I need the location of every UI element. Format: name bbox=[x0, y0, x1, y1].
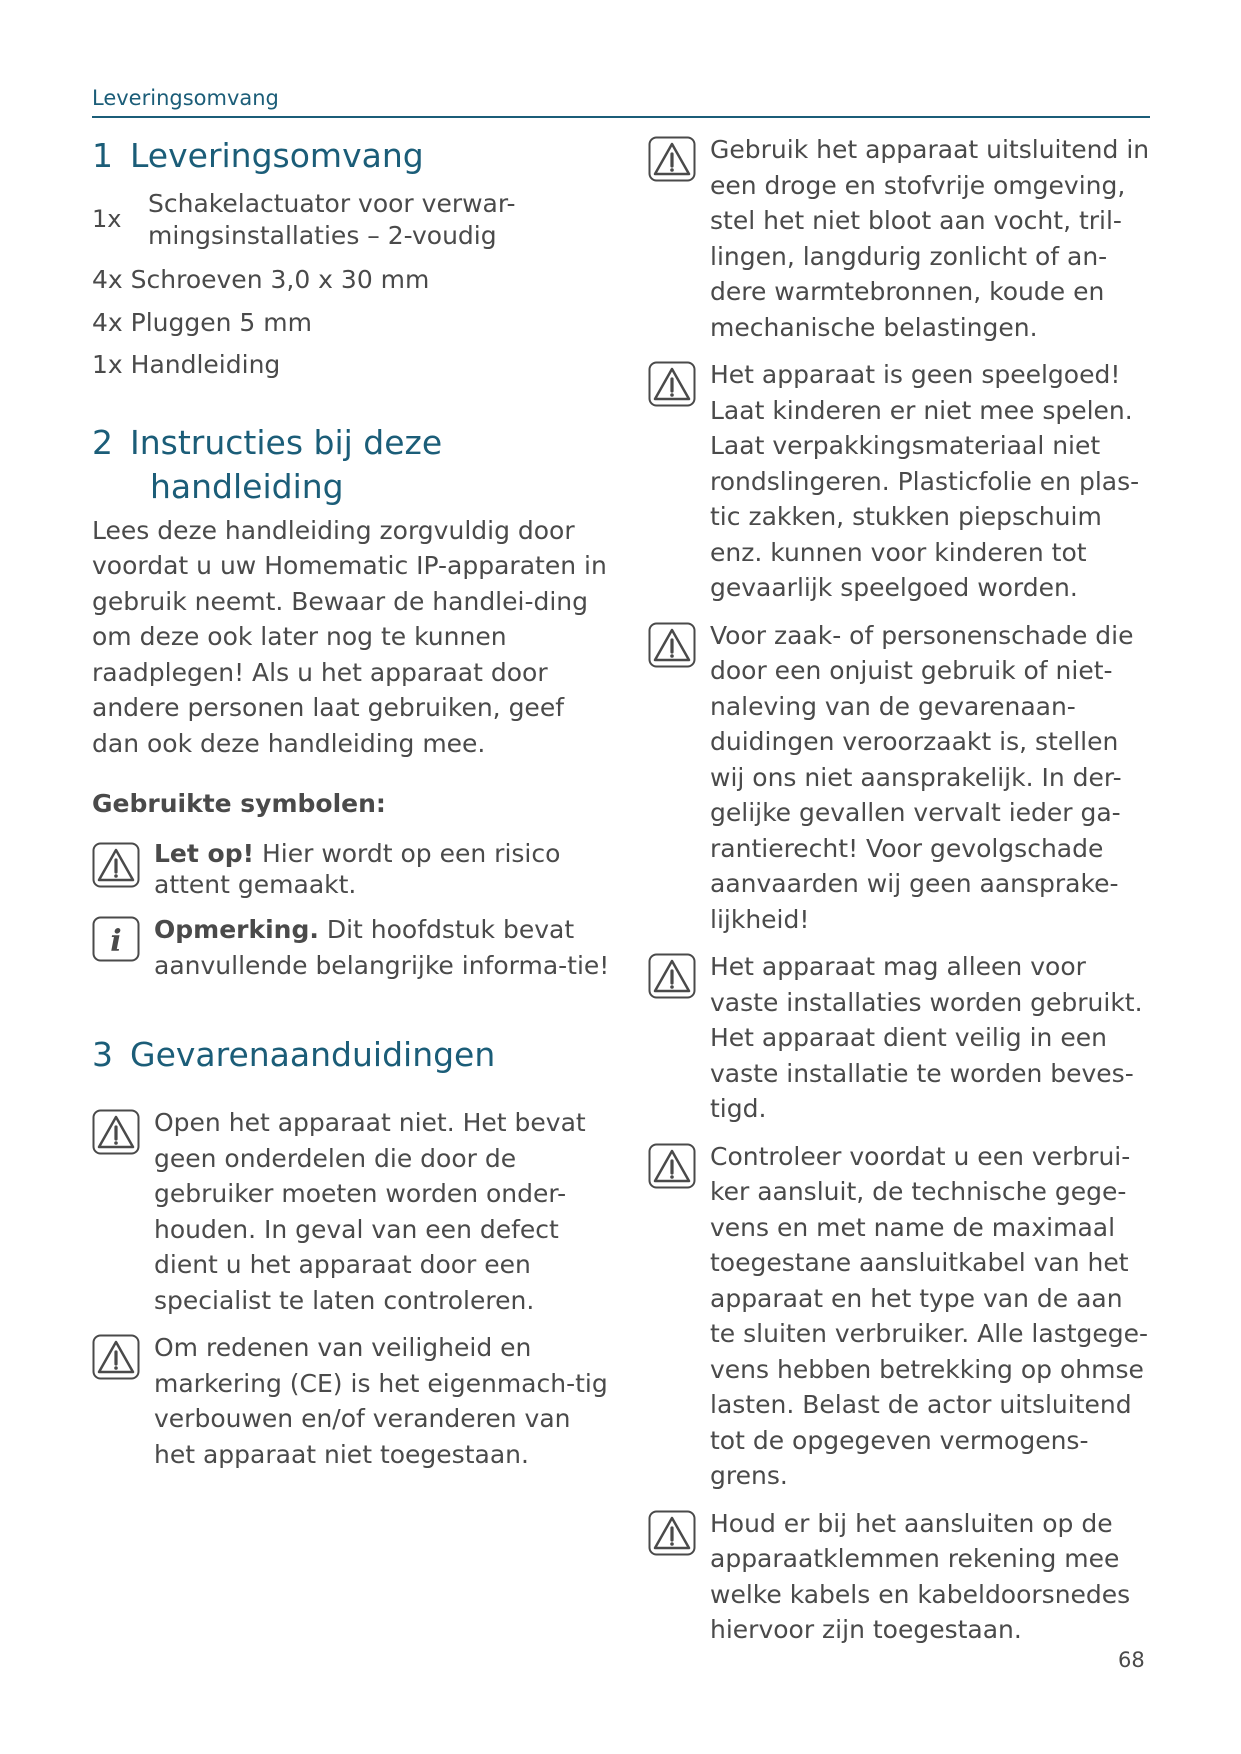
hazard-right-4 bbox=[648, 949, 1153, 1127]
symbol-info-label: Opmerking. bbox=[154, 915, 319, 944]
warning-triangle-icon bbox=[648, 622, 700, 672]
hazard-left-2-text: Om redenen van veiligheid en markering (CE) is het eigenmach-tig verbouwen en/of veranderen van het apparaat niet toegestaan. bbox=[154, 1333, 608, 1469]
hazard-right-6-text: Houd er bij het aansluiten op de apparaatklemmen rekening mee welke kabels en kabeldoorsnedes hiervoor zijn toegestaan. bbox=[710, 1508, 1131, 1644]
section-3-heading bbox=[92, 1033, 612, 1077]
header-rule bbox=[92, 116, 1150, 118]
section-1-number: 1 bbox=[92, 136, 113, 175]
right-column bbox=[648, 132, 1153, 1648]
hazard-right-1 bbox=[648, 132, 1153, 345]
hazard-right-6 bbox=[648, 1506, 1153, 1648]
hazard-right-3 bbox=[648, 618, 1153, 938]
symbol-warning-label: Let op! bbox=[154, 839, 255, 868]
symbols-heading: Gebruikte symbolen: bbox=[92, 789, 386, 818]
section-2-number: 2 bbox=[92, 422, 113, 462]
section-2-heading bbox=[92, 421, 612, 509]
warning-triangle-icon bbox=[92, 1109, 144, 1159]
running-header: Leveringsomvang bbox=[92, 86, 279, 110]
section-1-title: Leveringsomvang bbox=[130, 136, 424, 175]
page-number: 68 bbox=[1118, 1648, 1145, 1672]
delivery-item-actuator bbox=[92, 188, 612, 252]
section-2-body: Lees deze handleiding zorgvuldig door voordat u uw Homematic IP-apparaten in gebruik neemt. Bewaar de handlei-ding om deze ook later nog te kunnen raadplegen! Als u het apparaat door andere personen laat gebruiken, geef dan ook deze handleiding mee. bbox=[92, 515, 607, 758]
symbol-info bbox=[92, 912, 612, 983]
hazard-right-2 bbox=[648, 357, 1153, 606]
section-2-title-line1: Instructies bij deze bbox=[130, 422, 443, 462]
section-1-heading bbox=[92, 134, 612, 178]
hazard-right-4-text: Het apparaat mag alleen voor vaste installaties worden gebruikt. Het apparaat dient veilig in een vaste installatie te worden beves-tigd. bbox=[710, 952, 1143, 1123]
delivery-item-plugs: 4x Pluggen 5 mm bbox=[92, 307, 312, 337]
hazard-left-2 bbox=[92, 1330, 612, 1472]
warning-triangle-icon bbox=[648, 361, 700, 411]
delivery-item-manual: 1x Handleiding bbox=[92, 350, 281, 379]
hazard-right-2-text: Het apparaat is geen speelgoed! Laat kinderen er niet mee spelen. Laat verpakkingsmateriaal niet rondslingeren. Plasticfolie en plas-tic zakken, stukken piepschuim enz. kunnen voor kinderen tot gevaarlijk speelgoed worden. bbox=[710, 360, 1140, 602]
warning-triangle-icon bbox=[92, 1334, 144, 1384]
warning-triangle-icon bbox=[648, 953, 700, 1003]
warning-triangle-icon bbox=[648, 1510, 700, 1560]
hazard-right-3-text: Voor zaak- of personenschade die door een onjuist gebruik of niet-naleving van de gevarenaan-duidingen veroorzaakt is, stellen wij ons niet aansprakelijk. In der-gelijke gevallen vervalt ieder ga-rantierecht! Voor gevolgschade aanvaarden wij geen aansprake-lijkheid! bbox=[710, 620, 1134, 934]
delivery-item-text-line2: mingsinstallaties – 2-voudig bbox=[148, 221, 497, 250]
delivery-item-text-line1: Schakelactuator voor verwar- bbox=[148, 189, 516, 218]
warning-triangle-icon bbox=[648, 136, 700, 186]
section-3-number: 3 bbox=[92, 1035, 113, 1074]
symbol-info-text: Dit hoofdstuk bevat aanvullende belangrijke informa-tie! bbox=[154, 915, 610, 980]
section-3-title: Gevarenaanduidingen bbox=[130, 1035, 496, 1074]
left-column bbox=[92, 130, 612, 1472]
svg-text:i: i bbox=[110, 924, 122, 959]
warning-triangle-icon bbox=[648, 1143, 700, 1193]
symbol-warning-text: Hier wordt op een risico attent gemaakt. bbox=[154, 839, 561, 899]
hazard-right-1-text: Gebruik het apparaat uitsluitend in een droge en stofvrije omgeving, stel het niet bloot aan vocht, tril-lingen, langdurig zonlicht of an-dere warmtebronnen, koude en mechanische belastingen. bbox=[710, 135, 1150, 342]
delivery-item-screws: 4x Schroeven 3,0 x 30 mm bbox=[92, 265, 430, 294]
delivery-item-qty: 1x bbox=[92, 205, 122, 234]
section-2-title-line2: handleiding bbox=[150, 466, 344, 506]
hazard-right-5-text: Controleer voordat u een verbrui-ker aansluit, de technische gege-vens en met name de maximaal toegestane aansluitkabel van het apparaat en het type van de aan te sluiten verbruiker. Alle lastgege-vens hebben betrekking op ohmse lasten. Belast de actor uitsluitend tot de opgegeven vermogens-grens. bbox=[710, 1141, 1149, 1490]
hazard-right-5 bbox=[648, 1139, 1153, 1494]
symbol-warning bbox=[92, 838, 612, 900]
hazard-left-1 bbox=[92, 1105, 612, 1318]
info-icon bbox=[92, 916, 144, 966]
warning-triangle-icon bbox=[92, 842, 144, 892]
hazard-left-1-text: Open het apparaat niet. Het bevat geen onderdelen die door de gebruiker moeten worden onder-houden. In geval van een defect dient u het apparaat door een specialist te laten controleren. bbox=[154, 1108, 586, 1315]
